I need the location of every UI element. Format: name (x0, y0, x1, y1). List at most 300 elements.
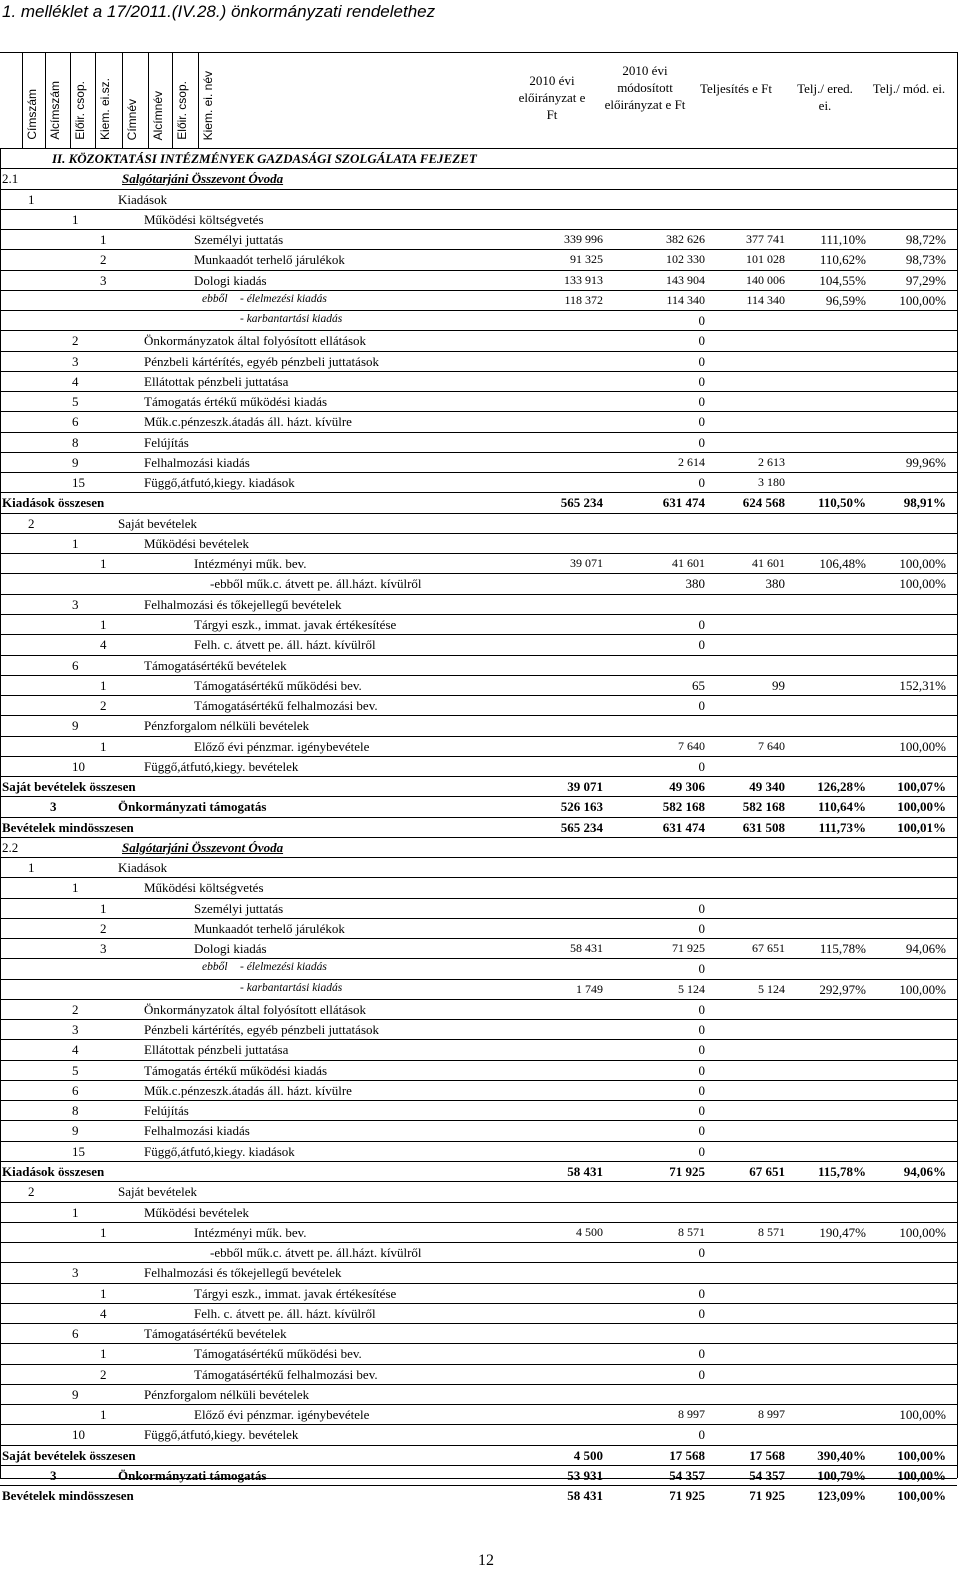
table-row (0, 1141, 957, 1162)
row-label: Felújítás (144, 434, 189, 450)
value-mod: 0 (698, 1123, 705, 1139)
row-label: Támogatásértékű működési bev. (194, 677, 362, 693)
value-telj: 380 (765, 576, 785, 592)
value-telj-ered: 111,73% (818, 819, 866, 835)
row-number: 3 (72, 596, 79, 612)
row-label: Intézményi műk. bev. (194, 556, 307, 572)
table-row (0, 776, 957, 797)
value-mod: 0 (698, 434, 705, 450)
header-divider (198, 52, 199, 148)
value-mod: 54 357 (669, 1467, 705, 1483)
table-row (0, 1019, 957, 1040)
row-label: Pénzforgalom nélküli bevételek (144, 1386, 310, 1402)
value-mod: 0 (698, 333, 705, 349)
row-number: 3 (72, 1265, 79, 1281)
value-eloir: 565 234 (560, 819, 603, 835)
row-label: Felh. c. átvett pe. áll. házt. kívülről (194, 1305, 376, 1321)
table-row (0, 877, 957, 898)
table-row (0, 351, 957, 372)
value-telj-ered: 96,59% (825, 292, 866, 308)
total-label: Kiadások összesen (2, 495, 105, 511)
value-eloir: 4 500 (573, 1447, 603, 1463)
row-number: 1 (100, 232, 107, 248)
table-row (0, 594, 957, 615)
value-eloir: 58 431 (570, 941, 603, 956)
column-header-vertical: Kiem. ei.sz. (98, 77, 112, 140)
row-number: 8 (72, 434, 79, 450)
value-mod: 0 (698, 414, 705, 430)
row-label: Önkormányzatok által folyósított ellátások (144, 1001, 367, 1017)
total-label: Önkormányzati támogatás (118, 1467, 267, 1483)
column-header-eloir: 2010 évi előirányzat e Ft (518, 73, 586, 122)
value-mod: 0 (698, 1143, 705, 1159)
row-label: - élelmezési kiadás (240, 961, 327, 974)
row-number: 6 (72, 1082, 79, 1098)
value-mod: 49 306 (669, 779, 705, 795)
table-row (0, 513, 957, 534)
value-mod: 0 (698, 1103, 705, 1119)
value-telj: 17 568 (749, 1447, 785, 1463)
row-number: 2 (100, 252, 107, 268)
value-mod: 65 (692, 677, 705, 693)
column-header-vertical: Alcímnév (151, 90, 165, 140)
row-number: 1 (28, 860, 35, 876)
row-number: 9 (72, 1123, 79, 1139)
value-mod: 0 (698, 1285, 705, 1301)
value-telj: 67 651 (752, 941, 785, 956)
row-number: 1 (72, 211, 79, 227)
row-label: Felhalmozási kiadás (144, 1123, 250, 1139)
row-label: Tárgyi eszk., immat. javak értékesítése (194, 616, 397, 632)
table-row (0, 1445, 957, 1466)
row-label: Támogatás értékű működési kiadás (144, 1062, 328, 1078)
value-eloir: 58 431 (567, 1164, 603, 1179)
value-mod: 582 168 (662, 799, 705, 815)
column-header-vertical: Alcímszám (48, 81, 62, 140)
row-label: Támogatásértékű bevételek (144, 657, 287, 673)
value-mod: 0 (698, 1022, 705, 1038)
total-label: Önkormányzati támogatás (118, 799, 267, 815)
row-number: 2 (100, 1366, 107, 1382)
value-telj: 114 340 (746, 292, 785, 307)
table-row (0, 148, 957, 169)
row-label: Függő,átfutó,kiegy. bevételek (144, 758, 299, 774)
value-eloir: 526 163 (560, 799, 603, 815)
value-mod: 0 (698, 1366, 705, 1382)
row-number: 1 (100, 1407, 107, 1423)
value-mod: 0 (698, 758, 705, 774)
table-row (0, 1323, 957, 1344)
row-number: 3 (100, 272, 107, 288)
of-which-label: ebből (202, 961, 228, 974)
header-divider (70, 52, 71, 148)
table-row (0, 1120, 957, 1141)
row-label: Munkaadót terhelő járulékok (194, 920, 345, 936)
row-label: - élelmezési kiadás (240, 292, 327, 305)
value-mod: 380 (685, 576, 705, 592)
row-number: 3 (72, 353, 79, 369)
table-row (0, 533, 957, 554)
value-mod: 143 904 (666, 272, 705, 287)
value-telj: 54 357 (749, 1467, 785, 1483)
row-label: Pénzforgalom nélküli bevételek (144, 718, 310, 734)
value-telj-mod: 98,72% (905, 232, 946, 248)
row-number: 3 (100, 941, 107, 957)
row-label: -ebből műk.c. átvett pe. áll.házt. kívülről (210, 1245, 422, 1261)
row-label: Felh. c. átvett pe. áll. házt. kívülről (194, 637, 376, 653)
value-telj-ered: 292,97% (819, 981, 866, 997)
value-mod: 71 925 (672, 941, 705, 956)
table-row (0, 432, 957, 453)
table-row (0, 1465, 957, 1486)
value-telj-mod: 94,06% (905, 941, 946, 957)
value-mod: 631 474 (662, 819, 705, 835)
value-telj-ered: 100,79% (817, 1467, 866, 1483)
row-label: Ellátottak pénzbeli juttatása (144, 373, 289, 389)
value-eloir: 39 071 (570, 556, 603, 571)
table-row (0, 411, 957, 432)
value-mod: 71 925 (669, 1164, 705, 1179)
value-eloir: 565 234 (560, 495, 603, 511)
value-mod: 0 (698, 698, 705, 714)
total-label: Saját bevételek összesen (2, 1447, 136, 1463)
table-row (0, 898, 957, 919)
table-row (0, 1181, 957, 1202)
total-label: Bevételek mindösszesen (2, 1488, 134, 1504)
value-telj-ered: 106,48% (819, 556, 866, 572)
section-number: 2.2 (2, 839, 19, 855)
value-telj-mod: 100,07% (897, 779, 946, 795)
value-mod: 17 568 (669, 1447, 705, 1463)
row-number: 6 (72, 1326, 79, 1342)
value-telj-mod: 99,96% (905, 454, 946, 470)
row-label: Személyi juttatás (194, 900, 284, 916)
column-header-vertical: Címnév (125, 98, 139, 140)
value-telj-mod: 100,00% (897, 799, 946, 815)
row-number: 6 (72, 657, 79, 673)
total-label: Bevételek mindösszesen (2, 819, 134, 835)
value-mod: 0 (698, 637, 705, 653)
table-row (0, 817, 957, 838)
value-telj: 8 997 (758, 1407, 785, 1422)
table-row (0, 715, 957, 736)
row-label: Kiadások (118, 860, 168, 876)
table-row (0, 310, 957, 331)
table-row (0, 209, 957, 230)
value-telj-mod: 100,00% (899, 738, 946, 754)
table-row (0, 1424, 957, 1445)
row-number: 10 (72, 758, 85, 774)
value-mod: 71 925 (669, 1488, 705, 1504)
table-row (0, 249, 957, 270)
row-label: - karbantartási kiadás (240, 313, 343, 326)
row-number: 15 (72, 1143, 85, 1159)
row-number: 5 (72, 1062, 79, 1078)
row-label: Dologi kiadás (194, 272, 267, 288)
value-mod: 8 997 (678, 1407, 705, 1422)
row-number: 1 (100, 738, 107, 754)
value-telj: 377 741 (746, 232, 785, 247)
value-telj: 631 508 (742, 819, 785, 835)
value-telj-mod: 97,29% (905, 272, 946, 288)
value-eloir: 339 996 (564, 232, 603, 247)
row-number: 2 (100, 698, 107, 714)
table-row (0, 979, 957, 1000)
value-telj: 7 640 (758, 738, 785, 753)
row-number: 1 (100, 900, 107, 916)
table-row (0, 472, 957, 493)
row-label: Támogatásértékű felhalmozási bev. (194, 1366, 378, 1382)
row-number: 2 (28, 1184, 35, 1200)
value-mod: 0 (698, 1062, 705, 1078)
table-row (0, 270, 957, 291)
value-mod: 0 (698, 961, 705, 977)
value-telj-mod: 100,00% (899, 576, 946, 592)
row-number: 1 (100, 677, 107, 693)
value-telj: 2 613 (758, 454, 785, 469)
header-divider (122, 52, 123, 148)
table-row (0, 290, 957, 311)
value-mod: 0 (698, 394, 705, 410)
value-mod: 41 601 (672, 556, 705, 571)
row-label: Előző évi pénzmar. igénybevétele (194, 1407, 370, 1423)
value-telj-mod: 100,00% (897, 1447, 946, 1463)
row-label: Előző évi pénzmar. igénybevétele (194, 738, 370, 754)
row-label: Pénzbeli kártérítés, egyéb pénzbeli juttatások (144, 1022, 379, 1038)
value-mod: 0 (698, 1001, 705, 1017)
table-row (0, 1384, 957, 1405)
row-label: Személyi juttatás (194, 232, 284, 248)
value-mod: 7 640 (678, 738, 705, 753)
row-number: 4 (100, 637, 107, 653)
table-row (0, 958, 957, 979)
table-row (0, 614, 957, 635)
table-row (0, 655, 957, 676)
value-telj-mod: 100,00% (899, 556, 946, 572)
value-mod: 0 (698, 1305, 705, 1321)
row-label: Támogatásértékű felhalmozási bev. (194, 698, 378, 714)
value-telj-mod: 100,00% (899, 1407, 946, 1423)
column-header-mod: 2010 évi módosított előirányzat e Ft (604, 63, 686, 112)
row-label: - karbantartási kiadás (240, 981, 343, 994)
column-header-vertical: Előir. csop. (73, 81, 87, 140)
table-row (0, 1485, 957, 1506)
value-telj: 99 (772, 677, 785, 693)
table-row (0, 857, 957, 878)
table-row (0, 918, 957, 939)
table-row (0, 492, 957, 513)
row-label: Saját bevételek (118, 515, 198, 531)
row-number: 1 (72, 1204, 79, 1220)
value-mod: 0 (698, 1427, 705, 1443)
table-row (0, 1039, 957, 1060)
page-number: 12 (478, 1552, 494, 1569)
value-mod: 0 (698, 475, 705, 491)
value-mod: 631 474 (662, 495, 705, 511)
value-eloir: 39 071 (567, 779, 603, 795)
table-row (0, 371, 957, 392)
row-number: 9 (72, 718, 79, 734)
value-telj-ered: 104,55% (819, 272, 866, 288)
table-row (0, 837, 957, 858)
value-mod: 5 124 (678, 981, 705, 996)
column-header-vertical: Kiem. ei. név (201, 70, 215, 140)
value-mod: 0 (698, 900, 705, 916)
row-label: Műk.c.pénzeszk.átadás áll. házt. kívülre (144, 1082, 352, 1098)
table-row (0, 938, 957, 959)
value-mod: 8 571 (678, 1224, 705, 1239)
table-row (0, 999, 957, 1020)
table-row (0, 675, 957, 696)
row-label: Műk.c.pénzeszk.átadás áll. házt. kívülre (144, 414, 352, 430)
table-bottom-border (0, 1478, 957, 1479)
row-number: 2 (100, 920, 107, 936)
value-telj: 8 571 (758, 1224, 785, 1239)
value-telj-mod: 100,01% (897, 819, 946, 835)
row-label: Tárgyi eszk., immat. javak értékesítése (194, 1285, 397, 1301)
value-mod: 0 (698, 1042, 705, 1058)
row-label: -ebből műk.c. átvett pe. áll.házt. kívülről (210, 576, 422, 592)
value-eloir: 58 431 (567, 1488, 603, 1504)
row-label: Függő,átfutó,kiegy. bevételek (144, 1427, 299, 1443)
row-number: 1 (100, 1346, 107, 1362)
row-number: 1 (100, 616, 107, 632)
row-label: Működési bevételek (144, 535, 250, 551)
row-label: Dologi kiadás (194, 941, 267, 957)
table-row (0, 1343, 957, 1364)
row-number: 9 (72, 1386, 79, 1402)
value-telj-ered: 111,10% (820, 232, 866, 248)
table-row (0, 634, 957, 655)
value-mod: 2 614 (678, 454, 705, 469)
row-number: 1 (100, 1285, 107, 1301)
row-label: Működési bevételek (144, 1204, 250, 1220)
row-number: 1 (100, 1224, 107, 1240)
row-label: Támogatásértékű működési bev. (194, 1346, 362, 1362)
value-telj: 582 168 (742, 799, 785, 815)
row-label: Függő,átfutó,kiegy. kiadások (144, 475, 295, 491)
header-divider (95, 52, 96, 148)
row-number: 1 (100, 556, 107, 572)
value-telj-ered: 110,64% (817, 799, 866, 815)
column-header-vertical: Címszám (25, 89, 39, 140)
value-eloir: 53 931 (567, 1467, 603, 1483)
row-number: 1 (72, 880, 79, 896)
table-row (0, 1303, 957, 1324)
value-eloir: 91 325 (570, 252, 603, 267)
table-row (0, 189, 957, 210)
row-number: 4 (100, 1305, 107, 1321)
value-eloir: 4 500 (576, 1224, 603, 1239)
table-row (0, 756, 957, 777)
value-telj: 41 601 (752, 556, 785, 571)
table-row (0, 1100, 957, 1121)
row-number: 1 (72, 535, 79, 551)
value-telj-ered: 390,40% (817, 1447, 866, 1463)
value-telj-mod: 100,00% (899, 981, 946, 997)
table-row (0, 452, 957, 473)
value-telj-mod: 100,00% (897, 1488, 946, 1504)
row-number: 3 (50, 1467, 57, 1483)
value-telj-mod: 98,91% (903, 495, 946, 511)
row-label: Önkormányzatok által folyósított ellátások (144, 333, 367, 349)
value-eloir: 133 913 (564, 272, 603, 287)
page-title: 1. melléklet a 17/2011.(IV.28.) önkormányzati rendelethez (2, 2, 436, 21)
row-label: Felújítás (144, 1103, 189, 1119)
value-telj: 3 180 (758, 475, 785, 490)
value-telj: 624 568 (742, 495, 785, 511)
section-title: Salgótarjáni Összevont Óvoda (122, 171, 284, 187)
value-telj: 49 340 (749, 779, 785, 795)
row-number: 2 (28, 515, 35, 531)
row-label: Ellátottak pénzbeli juttatása (144, 1042, 289, 1058)
column-header-telj_mod: Telj./ mód. ei. (872, 81, 946, 96)
section-title: Salgótarjáni Összevont Óvoda (122, 839, 284, 855)
value-mod: 102 330 (666, 252, 705, 267)
table-row (0, 391, 957, 412)
value-mod: 0 (698, 1245, 705, 1261)
table-row (0, 553, 957, 574)
row-label: Munkaadót terhelő járulékok (194, 252, 345, 268)
row-number: 9 (72, 454, 79, 470)
row-number: 2 (72, 333, 79, 349)
total-label: Saját bevételek összesen (2, 779, 136, 795)
row-label: Működési költségvetés (144, 211, 264, 227)
row-number: 8 (72, 1103, 79, 1119)
column-header-telj_ered: Telj./ ered. ei. (797, 81, 853, 113)
value-telj: 67 651 (749, 1164, 785, 1179)
row-label: Intézményi műk. bev. (194, 1224, 307, 1240)
row-label: Felhalmozási és tőkejellegű bevételek (144, 596, 342, 612)
table-row (0, 1283, 957, 1304)
table-row (0, 1222, 957, 1243)
table-row (0, 229, 957, 250)
value-eloir: 1 749 (576, 981, 603, 996)
value-telj-ered: 190,47% (819, 1224, 866, 1240)
row-number: 1 (28, 191, 35, 207)
value-telj: 71 925 (749, 1488, 785, 1504)
row-label: Kiadások (118, 191, 168, 207)
row-number: 4 (72, 373, 79, 389)
value-mod: 0 (698, 920, 705, 936)
value-telj: 101 028 (746, 252, 785, 267)
row-number: 6 (72, 414, 79, 430)
value-telj-mod: 100,00% (897, 1467, 946, 1483)
table-row (0, 796, 957, 817)
row-number: 5 (72, 394, 79, 410)
header-divider (45, 52, 46, 148)
row-number: 10 (72, 1427, 85, 1443)
table-row (0, 1242, 957, 1263)
table-row (0, 573, 957, 594)
row-label: Működési költségvetés (144, 880, 264, 896)
table-row (0, 736, 957, 757)
value-telj-ered: 110,62% (819, 252, 866, 268)
row-label: Pénzbeli kártérítés, egyéb pénzbeli juttatások (144, 353, 379, 369)
value-telj-mod: 100,00% (899, 292, 946, 308)
value-mod: 0 (698, 313, 705, 329)
table-row (0, 1202, 957, 1223)
row-number: 3 (72, 1022, 79, 1038)
table-row (0, 1161, 957, 1182)
row-label: Függő,átfutó,kiegy. kiadások (144, 1143, 295, 1159)
table-row (0, 168, 957, 189)
value-mod: 114 340 (666, 292, 705, 307)
header-divider (148, 52, 149, 148)
column-header-telj: Teljesítés e Ft (699, 81, 773, 96)
value-telj-mod: 100,00% (899, 1224, 946, 1240)
table-row (0, 1364, 957, 1385)
